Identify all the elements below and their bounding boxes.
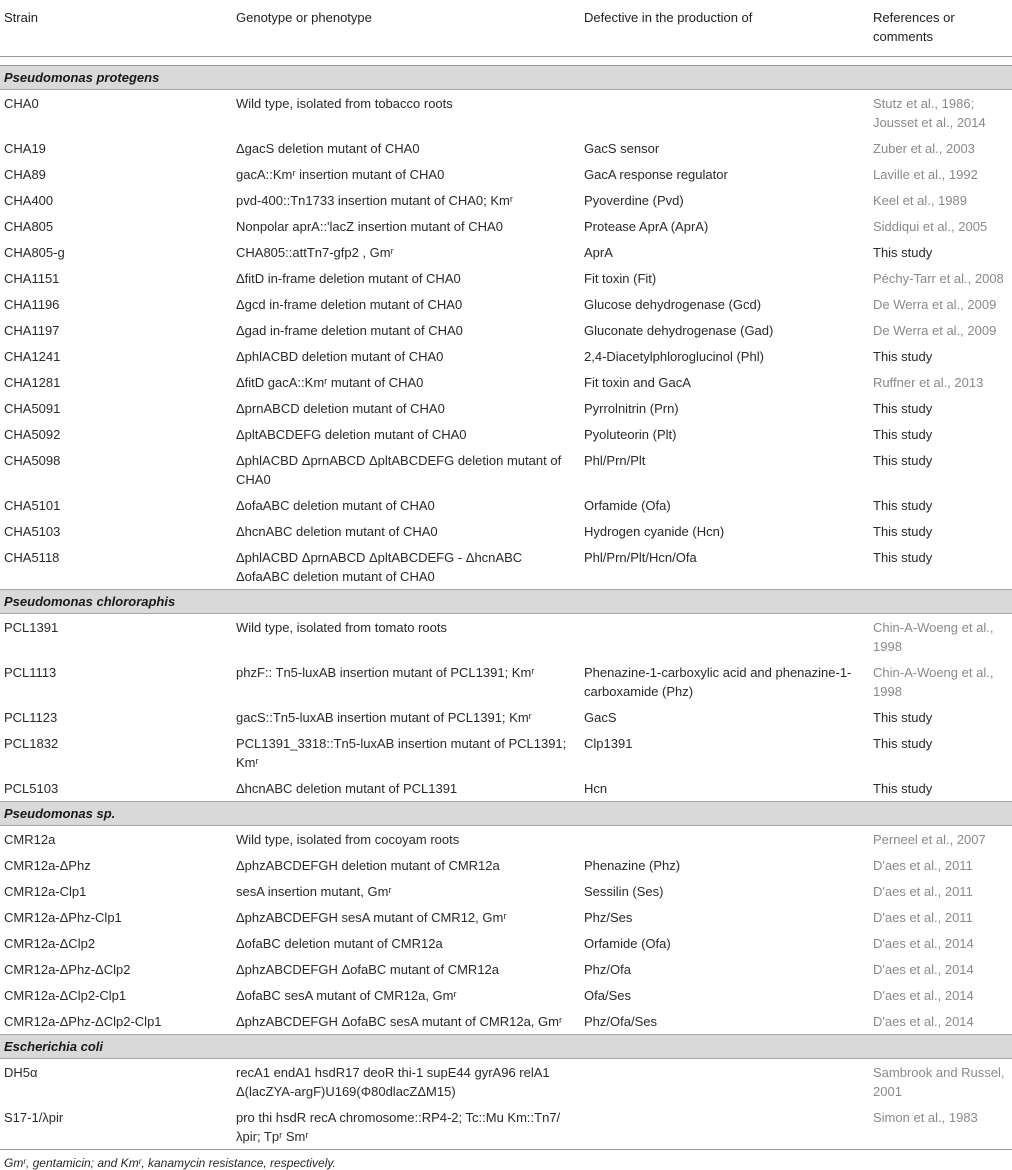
genotype-cell: ΔphzABCDEFGH ΔofaBC sesA mutant of CMR12a, Gmʳ xyxy=(236,1014,563,1029)
genotype-cell: ΔphlACBD deletion mutant of CHA0 xyxy=(236,349,444,364)
strain-cell: CHA5098 xyxy=(4,453,61,468)
defective-cell: 2,4-Diacetylphloroglucinol (Phl) xyxy=(584,349,764,364)
strain-cell: CMR12a-ΔClp2 xyxy=(4,936,96,951)
genotype-cell: ΔphzABCDEFGH ΔofaBC mutant of CMR12a xyxy=(236,962,500,977)
strain-cell: CHA1151 xyxy=(4,271,60,286)
defective-cell: AprA xyxy=(584,245,613,260)
strain-cell: CMR12a-ΔPhz-ΔClp2-Clp1 xyxy=(4,1014,162,1029)
defective-cell: Glucose dehydrogenase (Gcd) xyxy=(584,297,762,312)
defective-cell: Hcn xyxy=(584,781,608,796)
strain-cell: CHA1197 xyxy=(4,323,60,338)
reference-cell: Ruffner et al., 2013 xyxy=(873,375,984,390)
group-name: Pseudomonas sp. xyxy=(0,802,1012,826)
table-row xyxy=(0,614,1012,660)
reference-cell: D'aes et al., 2014 xyxy=(873,988,974,1003)
table-header xyxy=(0,0,1012,66)
genotype-cell: pvd-400::Tn1733 insertion mutant of CHA0; Kmʳ xyxy=(236,193,513,208)
reference-cell: This study xyxy=(873,524,933,539)
genotype-cell: gacS::Tn5-luxAB insertion mutant of PCL1391; Kmʳ xyxy=(236,710,532,725)
table-row xyxy=(0,1059,1012,1105)
table-row xyxy=(0,492,1012,518)
genotype-cell: pro thi hsdR recA chromosome::RP4-2; Tc::Mu Km::Tn7/ λpir; Tpʳ Smʳ xyxy=(236,1110,561,1144)
strain-cell: CHA5091 xyxy=(4,401,61,416)
defective-cell: Sessilin (Ses) xyxy=(584,884,664,899)
table-footnote: Gmʳ, gentamicin; and Kmʳ, kanamycin resistance, respectively. xyxy=(0,1149,1012,1170)
group-name: Pseudomonas protegens xyxy=(0,66,1012,90)
header-rule xyxy=(0,57,1012,66)
table-row xyxy=(0,826,1012,853)
group-row xyxy=(0,66,1012,90)
strain-cell: CMR12a-ΔPhz-Clp1 xyxy=(4,910,122,925)
reference-cell: Stutz et al., 1986; Jousset et al., 2014 xyxy=(873,96,986,130)
strain-cell: PCL1832 xyxy=(4,736,59,751)
table-row xyxy=(0,852,1012,878)
genotype-cell: ΔprnABCD deletion mutant of CHA0 xyxy=(236,401,445,416)
defective-cell: Orfamide (Ofa) xyxy=(584,936,671,951)
header-strain: Strain xyxy=(0,0,232,57)
header-defective: Defective in the production of xyxy=(580,0,869,57)
genotype-cell: ΔofaABC deletion mutant of CHA0 xyxy=(236,498,435,513)
table-row xyxy=(0,1104,1012,1149)
reference-cell: Simon et al., 1983 xyxy=(873,1110,978,1125)
genotype-cell: Wild type, isolated from tobacco roots xyxy=(236,96,453,111)
table-row xyxy=(0,135,1012,161)
table-row xyxy=(0,704,1012,730)
table-row xyxy=(0,395,1012,421)
strain-cell: CHA1196 xyxy=(4,297,60,312)
strain-cell: CMR12a-ΔPhz-ΔClp2 xyxy=(4,962,131,977)
reference-cell: This study xyxy=(873,550,933,565)
reference-cell: D'aes et al., 2011 xyxy=(873,884,973,899)
strain-cell: PCL5103 xyxy=(4,781,59,796)
genotype-cell: phzF:: Tn5-luxAB insertion mutant of PCL1391; Kmʳ xyxy=(236,665,535,680)
strain-cell: CHA1241 xyxy=(4,349,61,364)
strain-cell: CHA5118 xyxy=(4,550,60,565)
strain-cell: PCL1113 xyxy=(4,665,57,680)
table-row xyxy=(0,421,1012,447)
genotype-cell: ΔhcnABC deletion mutant of PCL1391 xyxy=(236,781,458,796)
defective-cell: Hydrogen cyanide (Hcn) xyxy=(584,524,725,539)
reference-cell: D'aes et al., 2011 xyxy=(873,910,973,925)
defective-cell: Phl/Prn/Plt xyxy=(584,453,646,468)
table-row xyxy=(0,239,1012,265)
reference-cell: Sambrook and Russel, 2001 xyxy=(873,1065,1005,1099)
defective-cell: Pyrrolnitrin (Prn) xyxy=(584,401,679,416)
reference-cell: This study xyxy=(873,498,933,513)
strain-cell: CHA5101 xyxy=(4,498,61,513)
table-row xyxy=(0,265,1012,291)
table-row xyxy=(0,343,1012,369)
strain-cell: PCL1391 xyxy=(4,620,59,635)
defective-cell: Protease AprA (AprA) xyxy=(584,219,709,234)
strain-cell: CMR12a-ΔPhz xyxy=(4,858,91,873)
table-row xyxy=(0,904,1012,930)
table-row xyxy=(0,982,1012,1008)
reference-cell: D'aes et al., 2014 xyxy=(873,936,974,951)
reference-cell: This study xyxy=(873,349,933,364)
strain-cell: CMR12a-Clp1 xyxy=(4,884,87,899)
reference-cell: Perneel et al., 2007 xyxy=(873,832,986,847)
strain-cell: CHA805 xyxy=(4,219,54,234)
defective-cell: Pyoverdine (Pvd) xyxy=(584,193,684,208)
defective-cell: Phenazine-1-carboxylic acid and phenazine-1-carboxamide (Phz) xyxy=(584,665,852,699)
defective-cell: Pyoluteorin (Plt) xyxy=(584,427,677,442)
table-row xyxy=(0,956,1012,982)
genotype-cell: gacA::Kmʳ insertion mutant of CHA0 xyxy=(236,167,445,182)
strain-cell: CHA400 xyxy=(4,193,54,208)
defective-cell xyxy=(580,614,869,660)
group-name: Escherichia coli xyxy=(0,1035,1012,1059)
header-references: References or comments xyxy=(869,0,1012,57)
reference-cell: Siddiqui et al., 2005 xyxy=(873,219,988,234)
strain-cell: CHA805-g xyxy=(4,245,65,260)
genotype-cell: ΔphzABCDEFGH deletion mutant of CMR12a xyxy=(236,858,500,873)
defective-cell xyxy=(580,90,869,136)
table-row xyxy=(0,878,1012,904)
reference-cell: Chin-A-Woeng et al., 1998 xyxy=(873,620,994,654)
genotype-cell: CHA805::attTn7-gfp2 , Gmʳ xyxy=(236,245,394,260)
genotype-cell: Δgad in-frame deletion mutant of CHA0 xyxy=(236,323,463,338)
defective-cell: Gluconate dehydrogenase (Gad) xyxy=(584,323,774,338)
table-row xyxy=(0,518,1012,544)
genotype-cell: sesA insertion mutant, Gmʳ xyxy=(236,884,392,899)
genotype-cell: ΔgacS deletion mutant of CHA0 xyxy=(236,141,420,156)
genotype-cell: ΔofaBC deletion mutant of CMR12a xyxy=(236,936,443,951)
strain-cell: CHA1281 xyxy=(4,375,61,390)
genotype-cell: ΔpltABCDEFG deletion mutant of CHA0 xyxy=(236,427,467,442)
table-row xyxy=(0,213,1012,239)
defective-cell: Ofa/Ses xyxy=(584,988,631,1003)
reference-cell: D'aes et al., 2011 xyxy=(873,858,973,873)
defective-cell: Phl/Prn/Plt/Hcn/Ofa xyxy=(584,550,697,565)
genotype-cell: ΔphlACBD ΔprnABCD ΔpltABCDEFG deletion mutant of CHA0 xyxy=(236,453,562,487)
table-row xyxy=(0,317,1012,343)
reference-cell: This study xyxy=(873,245,933,260)
genotype-cell: ΔhcnABC deletion mutant of CHA0 xyxy=(236,524,438,539)
defective-cell: Phz/Ses xyxy=(584,910,633,925)
defective-cell: GacS xyxy=(584,710,617,725)
strain-cell: PCL1123 xyxy=(4,710,58,725)
reference-cell: Keel et al., 1989 xyxy=(873,193,967,208)
genotype-cell: ΔfitD gacA::Kmʳ mutant of CHA0 xyxy=(236,375,424,390)
genotype-cell: Δgcd in-frame deletion mutant of CHA0 xyxy=(236,297,463,312)
reference-cell: De Werra et al., 2009 xyxy=(873,297,997,312)
table-body xyxy=(0,66,1012,1150)
strain-cell: CMR12a xyxy=(4,832,56,847)
genotype-cell: PCL1391_3318::Tn5-luxAB insertion mutant of PCL1391; Kmʳ xyxy=(236,736,567,770)
strain-cell: CHA5103 xyxy=(4,524,61,539)
table-row xyxy=(0,1008,1012,1035)
reference-cell: D'aes et al., 2014 xyxy=(873,962,974,977)
table-row xyxy=(0,930,1012,956)
group-row xyxy=(0,590,1012,614)
strain-cell: DH5α xyxy=(4,1065,38,1080)
group-row xyxy=(0,802,1012,826)
reference-cell: This study xyxy=(873,781,933,796)
defective-cell: Phz/Ofa/Ses xyxy=(584,1014,657,1029)
group-name: Pseudomonas chlororaphis xyxy=(0,590,1012,614)
genotype-cell: recA1 endA1 hsdR17 deoR thi-1 supE44 gyrA96 relA1 Δ(lacZYA-argF)U169(Φ80dlacZΔM15) xyxy=(236,1065,550,1099)
strain-cell: CHA5092 xyxy=(4,427,61,442)
genotype-cell: ΔphzABCDEFGH sesA mutant of CMR12, Gmʳ xyxy=(236,910,507,925)
defective-cell: GacA response regulator xyxy=(584,167,728,182)
reference-cell: This study xyxy=(873,427,933,442)
genotype-cell: ΔfitD in-frame deletion mutant of CHA0 xyxy=(236,271,461,286)
table-row xyxy=(0,161,1012,187)
table-row xyxy=(0,369,1012,395)
table-row xyxy=(0,659,1012,704)
reference-cell: This study xyxy=(873,453,933,468)
genotype-cell: Wild type, isolated from tomato roots xyxy=(236,620,447,635)
defective-cell: Clp1391 xyxy=(584,736,633,751)
defective-cell: Phenazine (Phz) xyxy=(584,858,681,873)
defective-cell: Phz/Ofa xyxy=(584,962,631,977)
defective-cell xyxy=(580,1104,869,1149)
reference-cell: This study xyxy=(873,401,933,416)
reference-cell: Péchy-Tarr et al., 2008 xyxy=(873,271,1004,286)
table-row xyxy=(0,730,1012,775)
header-genotype: Genotype or phenotype xyxy=(232,0,580,57)
strain-cell: CHA0 xyxy=(4,96,39,111)
table-row xyxy=(0,291,1012,317)
defective-cell xyxy=(580,1059,869,1105)
strain-cell: S17-1/λpir xyxy=(4,1110,64,1125)
strain-cell: CMR12a-ΔClp2-Clp1 xyxy=(4,988,127,1003)
genotype-cell: Wild type, isolated from cocoyam roots xyxy=(236,832,460,847)
table-row xyxy=(0,187,1012,213)
defective-cell: GacS sensor xyxy=(584,141,660,156)
strain-cell: CHA19 xyxy=(4,141,46,156)
defective-cell xyxy=(580,826,869,853)
reference-cell: This study xyxy=(873,710,933,725)
table-row xyxy=(0,90,1012,136)
reference-cell: De Werra et al., 2009 xyxy=(873,323,997,338)
defective-cell: Fit toxin and GacA xyxy=(584,375,691,390)
defective-cell: Fit toxin (Fit) xyxy=(584,271,657,286)
table-row xyxy=(0,775,1012,802)
genotype-cell: ΔphlACBD ΔprnABCD ΔpltABCDEFG - ΔhcnABC ΔofaABC deletion mutant of CHA0 xyxy=(236,550,523,584)
reference-cell: Laville et al., 1992 xyxy=(873,167,978,182)
table-row xyxy=(0,544,1012,590)
strain-cell: CHA89 xyxy=(4,167,46,182)
defective-cell: Orfamide (Ofa) xyxy=(584,498,671,513)
genotype-cell: Nonpolar aprA::'lacZ insertion mutant of CHA0 xyxy=(236,219,503,234)
reference-cell: This study xyxy=(873,736,933,751)
reference-cell: D'aes et al., 2014 xyxy=(873,1014,974,1029)
reference-cell: Chin-A-Woeng et al., 1998 xyxy=(873,665,994,699)
reference-cell: Zuber et al., 2003 xyxy=(873,141,975,156)
group-row xyxy=(0,1035,1012,1059)
table-row xyxy=(0,447,1012,492)
genotype-cell: ΔofaBC sesA mutant of CMR12a, Gmʳ xyxy=(236,988,457,1003)
